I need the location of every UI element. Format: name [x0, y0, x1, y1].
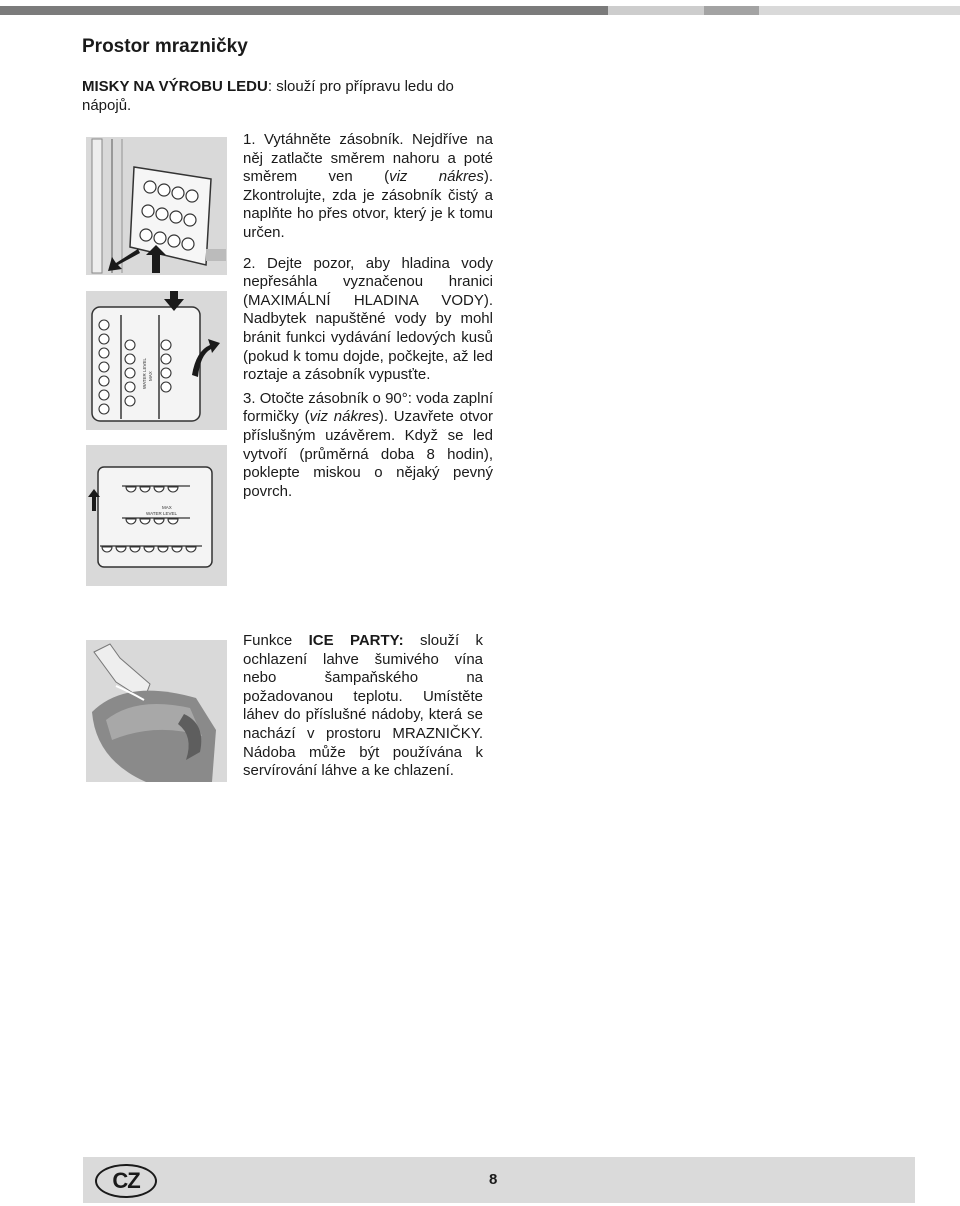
- ice-party-text-a: Funkce: [243, 632, 309, 649]
- ice-party-text-b: slouží k ochlazení lahve šumivého vína nebo šampaňského na požadovanou teplotu. Umístěte láhev do příslušné nádoby, která se nachází v prostoru MRAZNIČKY. Nádoba může být používána k servírování láhve a ke chlazení.: [243, 632, 484, 780]
- step-1-text-b: ). Zkontrolujte, zda je zásobník čistý a naplňte ho přes otvor, který je k tomu určen.: [243, 168, 493, 241]
- step-1-figure-ref: viz nákres: [389, 168, 484, 186]
- intro-bold-term: MISKY NA VÝROBU LEDU: [82, 78, 268, 95]
- step-1: [243, 131, 493, 243]
- figure-water-level: [86, 291, 227, 430]
- figure-ice-party-bottle: [86, 640, 227, 782]
- intro-text: : slouží pro přípravu ledu do nápojů.: [82, 78, 454, 114]
- fig2-water-level-label: WATER LEVEL: [142, 357, 147, 389]
- fig3-water-level-label: WATER LEVEL: [146, 511, 178, 516]
- ice-party-bold-term: ICE PARTY:: [308, 632, 404, 649]
- figure-rotated-tray: [86, 445, 227, 586]
- page-footer: [83, 1157, 915, 1203]
- step-3-text-a: 3. Otočte zásobník o 90°: voda zaplní formičky (: [243, 389, 493, 426]
- top-bar-segment-light: [608, 6, 704, 15]
- instruction-steps: [243, 131, 493, 501]
- ice-party-paragraph: [243, 632, 483, 781]
- step-1-text-a: 1. Vytáhněte zásobník. Nejdříve na něj zatlačte směrem nahoru a poté směrem ven (: [243, 131, 493, 186]
- step-3-figure-ref: viz nákres: [309, 408, 379, 426]
- top-bar-segment-mid: [704, 6, 759, 15]
- step-3-text-b: ). Uzavřete otvor příslušným uzávěrem. Když se led vytvoří (průměrná doba 8 hodin), poklepte miskou o nějaký pevný povrch.: [243, 408, 493, 500]
- step-2: 2. Dejte pozor, aby hladina vody nepřesáhla vyznačenou hranici (MAXIMÁLNÍ HLADINA VODY). Nadbytek napuštěné vody by mohl bránit funkci vydávání ledových kusů (pokud k tomu dojde, počkejte, až led roztaje a zásobník vypusťte.: [243, 254, 493, 384]
- page-number: 8: [489, 1171, 498, 1188]
- figure-pull-out-tray: [86, 137, 227, 275]
- top-bar-segment-pale: [759, 6, 960, 15]
- fig2-max-label: MAX: [148, 371, 153, 381]
- language-badge: CZ: [95, 1164, 157, 1198]
- step-3: [243, 390, 493, 502]
- top-bar-segment-dark: [0, 6, 608, 15]
- page-title: Prostor mrazničky: [82, 36, 248, 57]
- intro-paragraph: [82, 77, 492, 115]
- fig3-max-label: MAX: [162, 505, 172, 510]
